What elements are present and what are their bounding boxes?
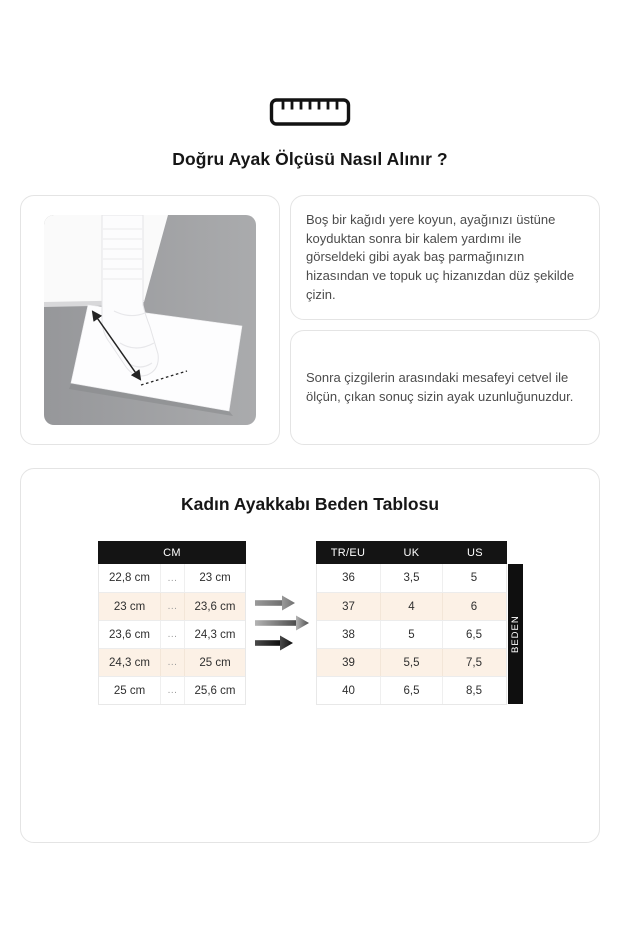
col-header-uk: UK xyxy=(403,546,420,559)
size-tr-eu: 37 xyxy=(342,600,355,613)
size-table-header-row xyxy=(316,541,507,564)
col-header-us: US xyxy=(467,546,483,559)
foot-measurement-illustration xyxy=(44,215,256,425)
table-row xyxy=(99,620,245,648)
size-table-section xyxy=(20,468,600,843)
table-row xyxy=(317,564,506,592)
cm-from: 24,3 cm xyxy=(109,656,150,669)
international-size-table xyxy=(316,541,507,705)
size-us: 7,5 xyxy=(442,649,505,676)
size-uk: 5 xyxy=(380,621,442,648)
cm-to: 23,6 cm xyxy=(184,593,245,620)
table-row xyxy=(317,620,506,648)
size-uk: 5,5 xyxy=(380,649,442,676)
instruction-cards-column xyxy=(290,195,600,445)
cm-to: 25 cm xyxy=(184,649,245,676)
size-tables xyxy=(21,541,599,711)
cm-from: 23 cm xyxy=(113,600,146,613)
size-us: 5 xyxy=(442,564,505,592)
instruction-step-2-text: Sonra çizgilerin arasındaki mesafeyi cetvel ile ölçün, çıkan sonuç sizin ayak uzunluğunuzdur. xyxy=(306,369,574,404)
cm-table xyxy=(98,541,246,705)
range-separator: ... xyxy=(160,593,184,620)
cm-table-body xyxy=(98,564,246,705)
instruction-card-1 xyxy=(290,195,600,320)
conversion-arrows-icon xyxy=(254,591,312,655)
cm-from: 22,8 cm xyxy=(109,572,150,584)
table-row xyxy=(99,676,245,704)
range-separator: ... xyxy=(160,677,184,704)
size-tr-eu: 38 xyxy=(342,628,355,641)
ruler-icon xyxy=(269,97,351,132)
table-row xyxy=(99,592,245,620)
size-table-body xyxy=(316,564,507,705)
instruction-step-1-text: Boş bir kağıdı yere koyun, ayağınızı üstüne koyduktan sonra bir kalem yardımı ile görseldeki gibi ayak baş parmağınızın hizasından ve topuk uç hizanızdan düz şekilde çizin. xyxy=(306,212,575,302)
cm-from: 25 cm xyxy=(113,684,146,697)
size-tr-eu: 36 xyxy=(342,572,355,584)
cm-table-header: CM xyxy=(98,541,246,564)
size-tr-eu: 39 xyxy=(342,656,355,669)
size-uk: 6,5 xyxy=(380,677,442,704)
foot-measurement-image-card xyxy=(20,195,280,445)
cm-to: 25,6 cm xyxy=(184,677,245,704)
range-separator: ... xyxy=(160,621,184,648)
size-us: 6 xyxy=(442,593,505,620)
table-row xyxy=(317,648,506,676)
table-row xyxy=(317,592,506,620)
size-uk: 3,5 xyxy=(380,564,442,592)
size-us: 8,5 xyxy=(442,677,505,704)
size-us: 6,5 xyxy=(442,621,505,648)
range-separator: ... xyxy=(160,564,184,592)
table-row xyxy=(99,564,245,592)
size-table-title: Kadın Ayakkabı Beden Tablosu xyxy=(180,494,440,514)
cm-to: 24,3 cm xyxy=(184,621,245,648)
col-header-tr-eu: TR/EU xyxy=(330,546,366,559)
instruction-card-2 xyxy=(290,330,600,445)
size-tr-eu: 40 xyxy=(342,684,355,697)
table-row xyxy=(99,648,245,676)
measurement-instructions-section xyxy=(20,195,600,445)
range-separator: ... xyxy=(160,649,184,676)
page-title: Doğru Ayak Ölçüsü Nasıl Alınır ? xyxy=(172,149,448,169)
beden-vertical-label: BEDEN xyxy=(508,564,523,704)
cm-to: 23 cm xyxy=(184,564,245,592)
cm-from: 23,6 cm xyxy=(109,628,150,641)
size-uk: 4 xyxy=(380,593,442,620)
table-row xyxy=(317,676,506,704)
